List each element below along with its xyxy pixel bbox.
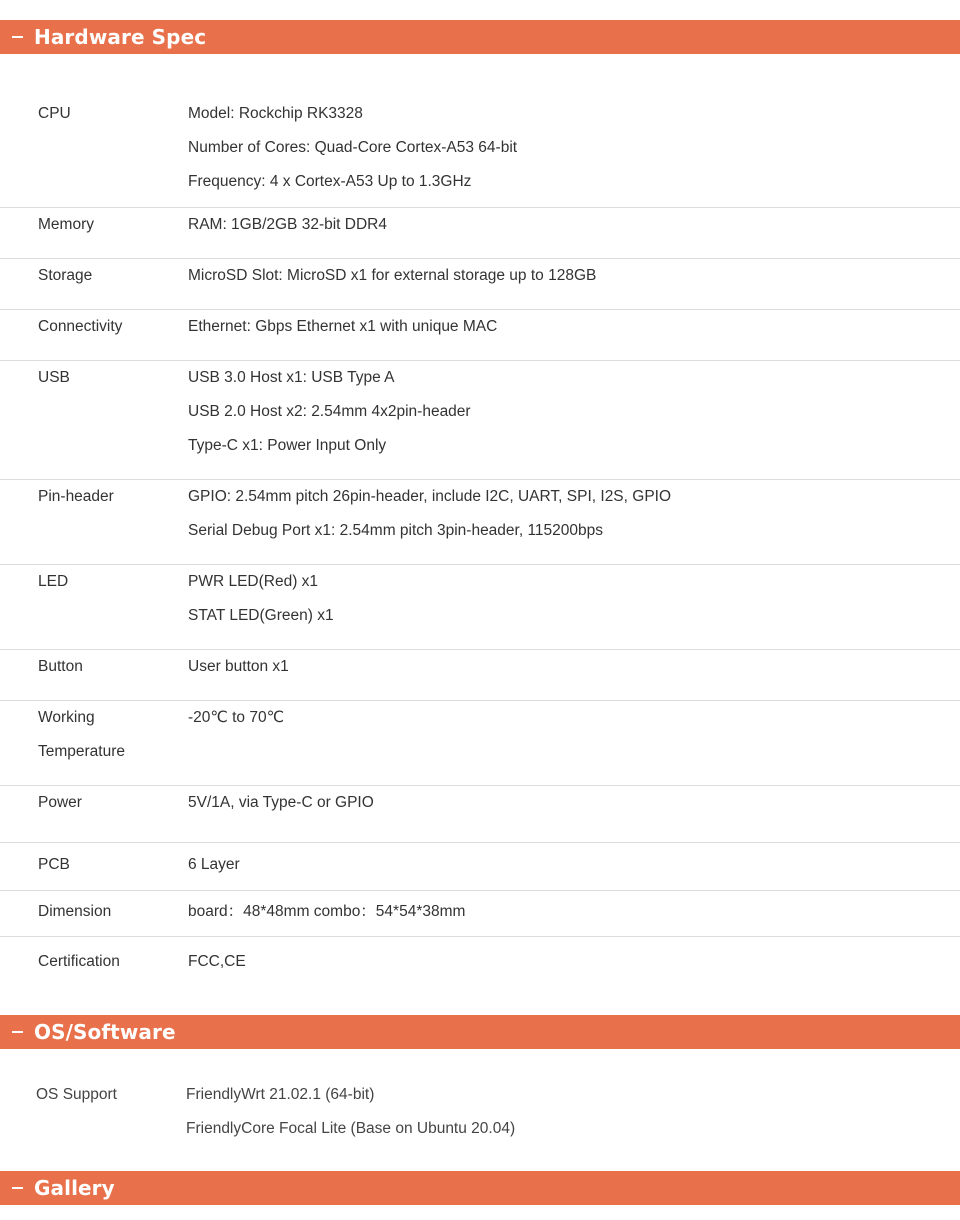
section-title: Gallery xyxy=(34,1176,115,1200)
section-header-gallery[interactable] xyxy=(0,1171,960,1205)
spec-value: FCC,CE xyxy=(188,953,246,970)
spec-values xyxy=(188,97,950,199)
os-support-value: FriendlyWrt 21.02.1 (64-bit) xyxy=(186,1086,375,1103)
section-header-hardware-spec[interactable] xyxy=(0,20,960,54)
section-header-os-software[interactable] xyxy=(0,1015,960,1049)
spec-values xyxy=(188,848,950,882)
spec-value: Model: Rockchip RK3328 xyxy=(188,105,363,122)
spec-value: Ethernet: Gbps Ethernet x1 with unique MAC xyxy=(188,318,498,335)
minus-icon xyxy=(12,1031,23,1033)
os-support-value: FriendlyCore Focal Lite (Base on Ubuntu 20.04) xyxy=(186,1120,516,1137)
spec-label: Memory xyxy=(38,216,94,233)
spec-value: User button x1 xyxy=(188,658,289,675)
spec-value: RAM: 1GB/2GB 32-bit DDR4 xyxy=(188,216,387,233)
spec-value: PWR LED(Red) x1 xyxy=(188,573,319,590)
spec-value: USB 3.0 Host x1: USB Type A xyxy=(188,369,395,386)
spec-row-power xyxy=(0,786,960,843)
spec-label: Button xyxy=(38,658,83,675)
spec-values xyxy=(188,701,950,735)
spec-values xyxy=(188,361,950,463)
spec-value: board：48*48mm combo：54*54*38mm xyxy=(188,903,466,920)
spec-row-usb xyxy=(0,361,960,480)
spec-values xyxy=(188,786,950,820)
spec-row-button xyxy=(0,650,960,701)
spec-label: Certification xyxy=(38,953,120,970)
spec-label: Dimension xyxy=(38,903,112,920)
spec-label: Power xyxy=(38,794,82,811)
spec-value: MicroSD Slot: MicroSD x1 for external storage up to 128GB xyxy=(188,267,597,284)
spec-row-memory xyxy=(0,208,960,259)
section-title: OS/Software xyxy=(34,1020,176,1044)
spec-values xyxy=(188,895,950,929)
spec-row-connectivity xyxy=(0,310,960,361)
spec-label: USB xyxy=(38,369,70,386)
spec-row-certification xyxy=(0,937,960,987)
spec-value: -20℃ to 70℃ xyxy=(188,709,284,726)
spec-value: Serial Debug Port x1: 2.54mm pitch 3pin-header, 115200bps xyxy=(188,522,604,539)
os-support-row xyxy=(0,1078,960,1146)
spec-row-pin-header xyxy=(0,480,960,565)
spec-row-dimension xyxy=(0,891,960,937)
spec-value: STAT LED(Green) x1 xyxy=(188,607,334,624)
spec-values xyxy=(188,650,950,684)
spec-label: Working Temperature xyxy=(38,709,126,760)
os-support-values xyxy=(186,1078,950,1146)
spec-row-pcb xyxy=(0,843,960,891)
spec-value: Frequency: 4 x Cortex-A53 Up to 1.3GHz xyxy=(188,173,472,190)
section-title: Hardware Spec xyxy=(34,25,207,49)
minus-icon xyxy=(12,36,23,38)
spec-value: Type-C x1: Power Input Only xyxy=(188,437,387,454)
spec-value: 6 Layer xyxy=(188,856,240,873)
spec-label: Storage xyxy=(38,267,93,284)
minus-icon xyxy=(12,1187,23,1189)
spec-values xyxy=(188,259,950,293)
spec-values xyxy=(188,945,950,979)
spec-label: LED xyxy=(38,573,69,590)
spec-row-storage xyxy=(0,259,960,310)
spec-value: Number of Cores: Quad-Core Cortex-A53 64-bit xyxy=(188,139,518,156)
os-support-label: OS Support xyxy=(36,1086,117,1103)
spec-label: PCB xyxy=(38,856,70,873)
spec-values xyxy=(188,480,950,548)
spec-value: GPIO: 2.54mm pitch 26pin-header, include I2C, UART, SPI, I2S, GPIO xyxy=(188,488,672,505)
spec-value: 5V/1A, via Type-C or GPIO xyxy=(188,794,374,811)
spec-values xyxy=(188,208,950,242)
spec-row-led xyxy=(0,565,960,650)
spec-values xyxy=(188,565,950,633)
spec-row-cpu xyxy=(0,97,960,208)
spec-values xyxy=(188,310,950,344)
spec-label: Pin-header xyxy=(38,488,114,505)
spec-row-working-temperature xyxy=(0,701,960,786)
spec-value: USB 2.0 Host x2: 2.54mm 4x2pin-header xyxy=(188,403,471,420)
spec-label: Connectivity xyxy=(38,318,123,335)
spec-label: CPU xyxy=(38,105,71,122)
